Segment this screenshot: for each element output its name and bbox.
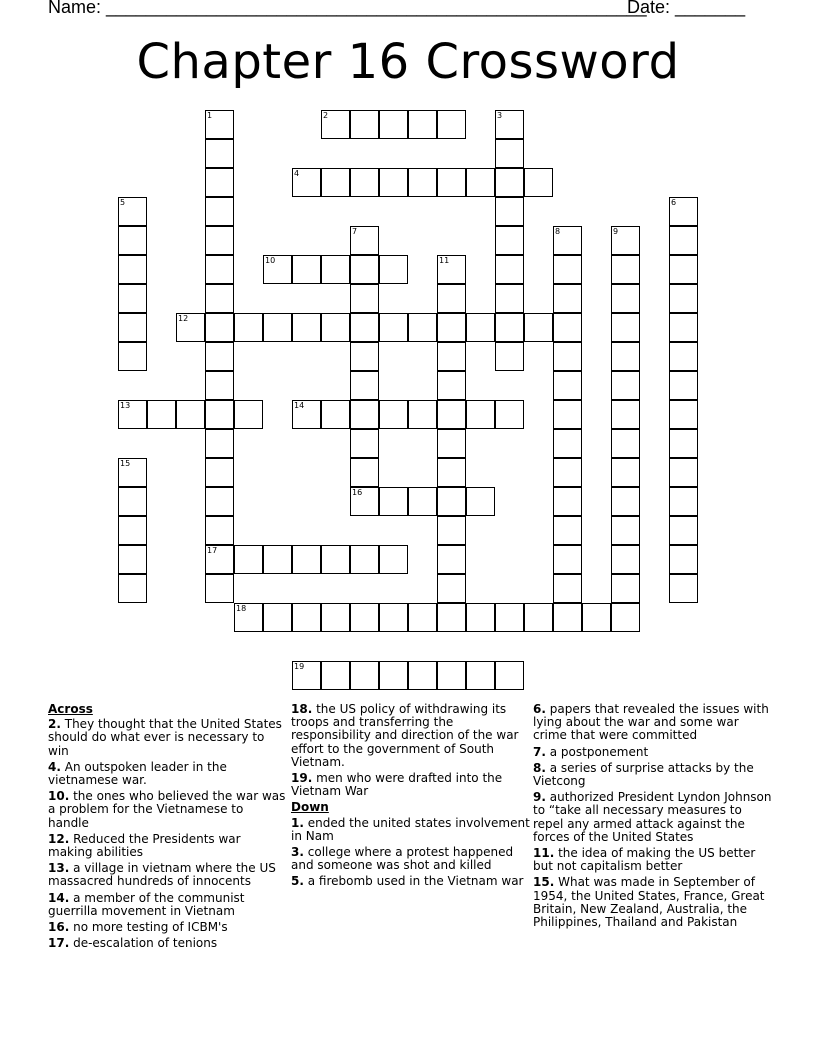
clue-number: 18 — [236, 604, 247, 613]
grid-cell[interactable] — [176, 313, 205, 342]
grid-cell[interactable] — [669, 255, 698, 284]
grid-cell[interactable] — [495, 139, 524, 168]
grid-cell[interactable] — [350, 342, 379, 371]
clue-across-17: 17. de-escalation of tenions — [48, 936, 218, 951]
grid-cell[interactable] — [524, 313, 553, 342]
clue-down-7: 7. a postponement — [533, 744, 649, 759]
grid-cell[interactable] — [408, 661, 437, 690]
grid-cell[interactable] — [379, 313, 408, 342]
grid-cell[interactable] — [466, 487, 495, 516]
grid-cell[interactable] — [321, 661, 350, 690]
grid-cell[interactable] — [553, 342, 582, 371]
grid-cell[interactable] — [408, 168, 437, 197]
grid-cell[interactable] — [205, 197, 234, 226]
grid-cell[interactable] — [234, 603, 263, 632]
clue-across-19: 19. men who were drafted into the Vietnam War — [291, 771, 503, 799]
grid-cell[interactable] — [350, 661, 379, 690]
grid-cell[interactable] — [205, 487, 234, 516]
grid-cell[interactable] — [350, 487, 379, 516]
grid-cell[interactable] — [437, 661, 466, 690]
clue-column-2 — [291, 703, 531, 892]
grid-cell[interactable] — [379, 400, 408, 429]
grid-cell[interactable] — [611, 313, 640, 342]
grid-cell[interactable] — [437, 603, 466, 632]
grid-cell[interactable] — [205, 255, 234, 284]
clue-number: 14 — [294, 401, 305, 410]
clue-across-2: 2. They thought that the United States should do what ever is necessary to win — [48, 717, 282, 758]
grid-cell[interactable] — [437, 284, 466, 313]
grid-cell[interactable] — [205, 342, 234, 371]
grid-cell[interactable] — [118, 545, 147, 574]
grid-cell[interactable] — [321, 545, 350, 574]
clue-number: 6 — [671, 198, 677, 207]
grid-cell[interactable] — [495, 400, 524, 429]
grid-cell[interactable] — [350, 284, 379, 313]
grid-cell[interactable] — [553, 255, 582, 284]
grid-cell[interactable] — [669, 516, 698, 545]
grid-cell[interactable] — [437, 342, 466, 371]
grid-cell[interactable] — [437, 429, 466, 458]
clue-down-6: 6. papers that revealed the issues with lying about the war and some war crime that were committed — [533, 702, 769, 743]
grid-cell[interactable] — [350, 603, 379, 632]
grid-cell[interactable] — [321, 313, 350, 342]
clue-across-14: 14. a member of the communist guerrilla movement in Vietnam — [48, 890, 245, 918]
grid-cell[interactable] — [147, 400, 176, 429]
clue-across-13: 13. a village in vietnam where the US massacred hundreds of innocents — [48, 861, 276, 889]
page-title: Chapter 16 Crossword — [136, 34, 680, 90]
down-heading: Down — [291, 800, 329, 815]
grid-cell[interactable] — [437, 400, 466, 429]
grid-cell[interactable] — [205, 574, 234, 603]
grid-cell[interactable] — [321, 603, 350, 632]
grid-cell[interactable] — [408, 487, 437, 516]
clue-number: 7 — [352, 227, 358, 236]
grid-cell[interactable] — [321, 168, 350, 197]
grid-cell[interactable] — [350, 371, 379, 400]
grid-cell[interactable] — [321, 110, 350, 139]
grid-cell[interactable] — [611, 429, 640, 458]
clue-down-8: 8. a series of surprise attacks by the Vietcong — [533, 760, 754, 789]
grid-cell[interactable] — [669, 545, 698, 574]
grid-cell[interactable] — [321, 255, 350, 284]
grid-cell[interactable] — [263, 255, 292, 284]
grid-cell[interactable] — [466, 603, 495, 632]
grid-cell[interactable] — [379, 545, 408, 574]
grid-cell[interactable] — [611, 371, 640, 400]
grid-cell[interactable] — [292, 313, 321, 342]
grid-cell[interactable] — [495, 168, 524, 197]
grid-cell[interactable] — [408, 603, 437, 632]
clue-number: 8 — [555, 227, 561, 236]
clue-number: 5 — [120, 198, 126, 207]
grid-cell[interactable] — [669, 313, 698, 342]
grid-cell[interactable] — [495, 255, 524, 284]
grid-cell[interactable] — [118, 313, 147, 342]
clue-number: 10 — [265, 256, 276, 265]
grid-cell[interactable] — [611, 487, 640, 516]
clue-down-3: 3. college where a protest happened and someone was shot and killed — [291, 845, 514, 873]
clue-number: 9 — [613, 227, 619, 236]
clue-across-18: 18. the US policy of withdrawing its troops and transferring the responsibility and direction of the war effort to the government of South Vietnam. — [291, 702, 519, 769]
clue-number: 16 — [352, 488, 363, 497]
clue-number: 19 — [294, 662, 305, 671]
grid-cell[interactable] — [118, 226, 147, 255]
grid-cell[interactable] — [669, 429, 698, 458]
grid-cell[interactable] — [350, 458, 379, 487]
grid-cell[interactable] — [611, 603, 640, 632]
name-field[interactable]: Name: ______________________________________________________ — [48, 0, 647, 17]
grid-cell[interactable] — [553, 574, 582, 603]
grid-cell[interactable] — [669, 574, 698, 603]
clue-number: 1 — [207, 111, 213, 120]
grid-cell[interactable] — [466, 661, 495, 690]
grid-cell[interactable] — [524, 603, 553, 632]
grid-cell[interactable] — [118, 197, 147, 226]
grid-cell[interactable] — [205, 139, 234, 168]
grid-cell[interactable] — [379, 110, 408, 139]
across-heading: Across — [48, 702, 93, 716]
grid-cell[interactable] — [350, 255, 379, 284]
grid-cell[interactable] — [495, 226, 524, 255]
grid-cell[interactable] — [553, 284, 582, 313]
grid-cell[interactable] — [292, 168, 321, 197]
grid-cell[interactable] — [437, 168, 466, 197]
grid-cell[interactable] — [437, 545, 466, 574]
grid-cell[interactable] — [669, 197, 698, 226]
grid-cell[interactable] — [495, 197, 524, 226]
grid-cell[interactable] — [350, 545, 379, 574]
grid-cell[interactable] — [495, 313, 524, 342]
grid-cell[interactable] — [263, 313, 292, 342]
grid-cell[interactable] — [292, 400, 321, 429]
grid-cell[interactable] — [205, 545, 234, 574]
grid-cell[interactable] — [118, 458, 147, 487]
grid-cell[interactable] — [669, 284, 698, 313]
clue-number: 15 — [120, 459, 131, 468]
grid-cell[interactable] — [669, 342, 698, 371]
grid-cell[interactable] — [495, 110, 524, 139]
grid-cell[interactable] — [118, 574, 147, 603]
grid-cell[interactable] — [408, 313, 437, 342]
grid-cell[interactable] — [118, 400, 147, 429]
grid-cell[interactable] — [669, 458, 698, 487]
clue-number: 17 — [207, 546, 218, 555]
clue-across-12: 12. Reduced the Presidents war making abilities — [48, 831, 241, 860]
grid-cell[interactable] — [205, 400, 234, 429]
grid-cell[interactable] — [292, 255, 321, 284]
grid-cell[interactable] — [437, 458, 466, 487]
grid-cell[interactable] — [524, 168, 553, 197]
clue-number: 12 — [178, 314, 189, 323]
clue-number: 13 — [120, 401, 131, 410]
grid-cell[interactable] — [437, 487, 466, 516]
grid-cell[interactable] — [350, 110, 379, 139]
grid-cell[interactable] — [205, 313, 234, 342]
grid-cell[interactable] — [437, 110, 466, 139]
clue-down-5: 5. a firebomb used in the Vietnam war — [291, 874, 524, 889]
clue-across-10: 10. the ones who believed the war was a problem for the Vietnamese to handle — [48, 789, 286, 830]
grid-cell[interactable] — [321, 400, 350, 429]
grid-cell[interactable] — [611, 284, 640, 313]
grid-cell[interactable] — [495, 661, 524, 690]
grid-cell[interactable] — [205, 458, 234, 487]
clue-number: 3 — [497, 111, 503, 120]
grid-cell[interactable] — [611, 400, 640, 429]
clue-down-11: 11. the idea of making the US better but not capitalism better — [533, 846, 756, 874]
grid-cell[interactable] — [553, 429, 582, 458]
grid-cell[interactable] — [669, 226, 698, 255]
grid-cell[interactable] — [553, 400, 582, 429]
grid-cell[interactable] — [118, 284, 147, 313]
grid-cell[interactable] — [466, 400, 495, 429]
grid-cell[interactable] — [437, 371, 466, 400]
grid-cell[interactable] — [350, 226, 379, 255]
grid-cell[interactable] — [205, 110, 234, 139]
grid-cell[interactable] — [205, 371, 234, 400]
grid-cell[interactable] — [495, 342, 524, 371]
grid-cell[interactable] — [553, 487, 582, 516]
grid-cell[interactable] — [205, 226, 234, 255]
grid-cell[interactable] — [234, 313, 263, 342]
grid-cell[interactable] — [118, 342, 147, 371]
grid-cell[interactable] — [205, 516, 234, 545]
grid-cell[interactable] — [118, 255, 147, 284]
grid-cell[interactable] — [263, 545, 292, 574]
clue-column-3 — [533, 703, 773, 932]
grid-cell[interactable] — [350, 400, 379, 429]
grid-cell[interactable] — [611, 255, 640, 284]
grid-cell[interactable] — [553, 603, 582, 632]
grid-cell[interactable] — [350, 313, 379, 342]
grid-cell[interactable] — [611, 516, 640, 545]
grid-cell[interactable] — [553, 545, 582, 574]
grid-cell[interactable] — [611, 458, 640, 487]
clue-down-9: 9. authorized President Lyndon Johnson to “take all necessary measures to repel any armed attack against the forces of the United States — [533, 790, 772, 844]
grid-cell[interactable] — [234, 545, 263, 574]
grid-cell[interactable] — [611, 545, 640, 574]
grid-cell[interactable] — [669, 371, 698, 400]
clue-down-1: 1. ended the united states involvement in Nam — [291, 815, 530, 843]
grid-cell[interactable] — [466, 168, 495, 197]
grid-cell[interactable] — [205, 429, 234, 458]
grid-cell[interactable] — [292, 545, 321, 574]
grid-cell[interactable] — [495, 284, 524, 313]
grid-cell[interactable] — [263, 603, 292, 632]
grid-cell[interactable] — [379, 661, 408, 690]
grid-cell[interactable] — [669, 487, 698, 516]
grid-cell[interactable] — [379, 255, 408, 284]
grid-cell[interactable] — [437, 574, 466, 603]
grid-cell[interactable] — [118, 516, 147, 545]
clue-across-4: 4. An outspoken leader in the vietnamese war. — [48, 759, 227, 788]
clue-number: 2 — [323, 111, 329, 120]
grid-cell[interactable] — [495, 603, 524, 632]
grid-cell[interactable] — [553, 516, 582, 545]
date-field[interactable]: Date: _______ — [627, 0, 746, 17]
grid-cell[interactable] — [350, 429, 379, 458]
clue-across-16: 16. no more testing of ICBM's — [48, 920, 228, 935]
grid-cell[interactable] — [611, 342, 640, 371]
grid-cell[interactable] — [176, 400, 205, 429]
clue-number: 11 — [439, 256, 450, 265]
grid-cell[interactable] — [234, 400, 263, 429]
grid-cell[interactable] — [379, 168, 408, 197]
grid-cell[interactable] — [466, 313, 495, 342]
grid-cell[interactable] — [437, 313, 466, 342]
clue-down-15: 15. What was made in September of 1954, the United States, France, Great Britain, New Zealand, Australia, the Philippines, Thailand and Pakistan — [533, 875, 765, 930]
grid-cell[interactable] — [379, 603, 408, 632]
clue-column-1 — [48, 703, 288, 953]
grid-cell[interactable] — [350, 168, 379, 197]
grid-cell[interactable] — [205, 284, 234, 313]
grid-cell[interactable] — [611, 226, 640, 255]
grid-cell[interactable] — [553, 226, 582, 255]
clue-number: 4 — [294, 169, 300, 178]
grid-cell[interactable] — [669, 400, 698, 429]
grid-cell[interactable] — [292, 603, 321, 632]
grid-cell[interactable] — [437, 516, 466, 545]
grid-cell[interactable] — [118, 487, 147, 516]
grid-cell[interactable] — [553, 458, 582, 487]
grid-cell[interactable] — [205, 168, 234, 197]
grid-cell[interactable] — [582, 603, 611, 632]
grid-cell[interactable] — [292, 661, 321, 690]
grid-cell[interactable] — [379, 487, 408, 516]
grid-cell[interactable] — [611, 574, 640, 603]
grid-cell[interactable] — [408, 110, 437, 139]
grid-cell[interactable] — [408, 400, 437, 429]
grid-cell[interactable] — [553, 371, 582, 400]
grid-cell[interactable] — [553, 313, 582, 342]
grid-cell[interactable] — [437, 255, 466, 284]
